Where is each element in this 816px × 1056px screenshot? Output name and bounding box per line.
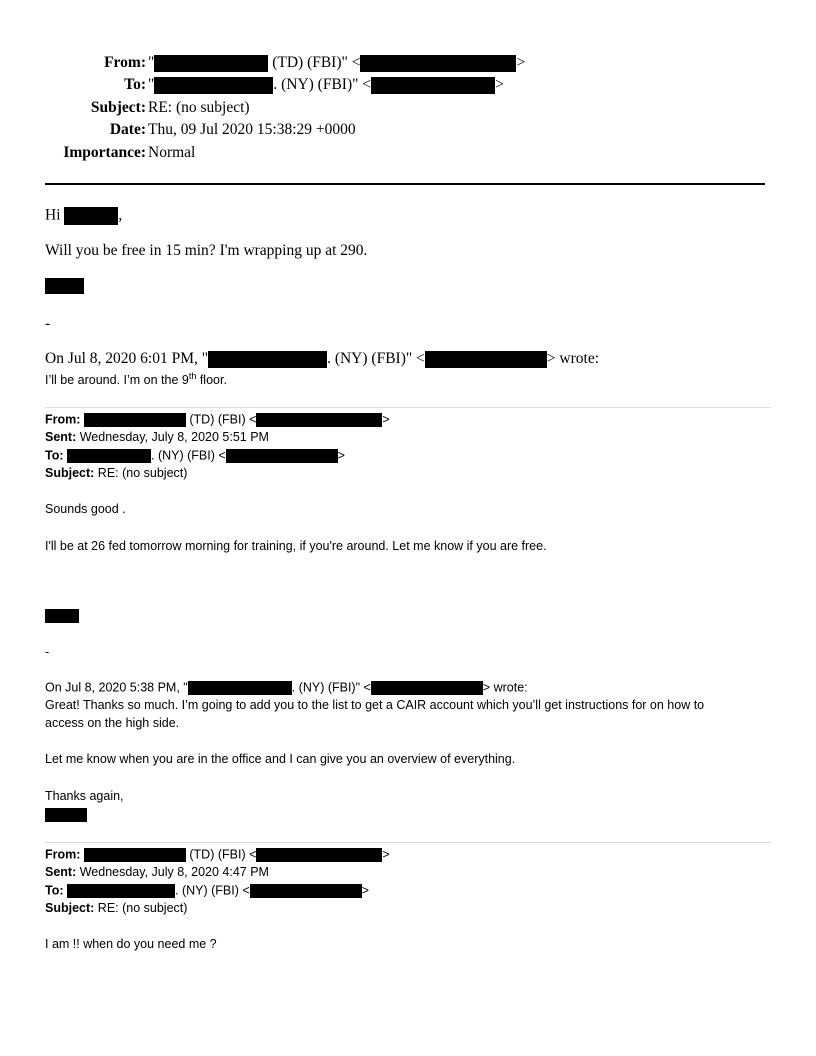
redaction-block bbox=[84, 848, 186, 862]
redaction-block bbox=[371, 77, 495, 94]
to-label: To: bbox=[124, 76, 146, 93]
message-line: Thanks again, bbox=[45, 789, 124, 803]
quoted-from: From: (TD) (FBI) < > bbox=[45, 412, 390, 427]
redaction-block bbox=[256, 848, 382, 862]
redaction-block bbox=[250, 884, 362, 898]
header-divider bbox=[45, 183, 765, 185]
quoted-to: To: . (NY) (FBI) < > bbox=[45, 448, 345, 463]
redaction-block bbox=[64, 207, 118, 225]
quote-intro: On Jul 8, 2020 5:38 PM, " . (NY) (FBI)" < > wrote: bbox=[45, 680, 528, 695]
quoted-sent: Sent: Wednesday, July 8, 2020 5:51 PM bbox=[45, 430, 269, 444]
separator-dash: - bbox=[45, 645, 50, 659]
redaction-block bbox=[208, 351, 327, 368]
message-line: Great! Thanks so much. I’m going to add you to the list to get a CAIR account which you’ll get instructions for on how to bbox=[45, 698, 705, 712]
redacted-signature bbox=[45, 609, 79, 623]
redaction-block bbox=[360, 55, 516, 72]
from-label: From: bbox=[104, 54, 146, 71]
redaction-block bbox=[67, 449, 151, 463]
redaction-block bbox=[226, 449, 338, 463]
quote-divider bbox=[45, 407, 771, 408]
redacted-signature bbox=[45, 808, 87, 822]
quoted-subject: Subject: RE: (no subject) bbox=[45, 466, 188, 480]
message-body: Will you be free in 15 min? I'm wrapping up at 290. bbox=[45, 242, 368, 259]
quoted-subject: Subject: RE: (no subject) bbox=[45, 901, 188, 915]
redaction-block bbox=[425, 351, 547, 368]
redaction-block bbox=[188, 681, 292, 695]
from-value: " (TD) (FBI)" < > bbox=[148, 54, 526, 72]
quoted-to: To: . (NY) (FBI) < > bbox=[45, 883, 369, 898]
date-label: Date: bbox=[109, 121, 146, 138]
greeting: Hi , bbox=[45, 206, 123, 224]
date-value: Thu, 09 Jul 2020 15:38:29 +0000 bbox=[148, 121, 356, 138]
message-line: I'll be at 26 fed tomorrow morning for training, if you're around. Let me know if you are free. bbox=[45, 539, 547, 553]
redaction-block bbox=[371, 681, 483, 695]
subject-value: RE: (no subject) bbox=[148, 99, 250, 116]
quoted-from: From: (TD) (FBI) < > bbox=[45, 847, 390, 862]
separator-dash: - bbox=[45, 315, 51, 332]
subject-label: Subject: bbox=[90, 99, 146, 116]
message-line: Let me know when you are in the office and I can give you an overview of everything. bbox=[45, 752, 516, 766]
redaction-block bbox=[67, 884, 175, 898]
redaction-block bbox=[84, 413, 186, 427]
message-line: Sounds good . bbox=[45, 502, 126, 516]
redaction-block bbox=[154, 77, 273, 94]
to-value: " . (NY) (FBI)" < > bbox=[148, 76, 504, 94]
redacted-signature bbox=[45, 278, 84, 294]
quoted-sent: Sent: Wednesday, July 8, 2020 4:47 PM bbox=[45, 865, 269, 879]
redaction-block bbox=[154, 55, 268, 72]
message-line: access on the high side. bbox=[45, 716, 180, 730]
quoted-reply: I’ll be around. I’m on the 9th floor. bbox=[45, 371, 227, 388]
message-line: I am !! when do you need me ? bbox=[45, 937, 217, 951]
importance-label: Importance: bbox=[63, 144, 146, 161]
quote-intro: On Jul 8, 2020 6:01 PM, " . (NY) (FBI)" < > wrote: bbox=[45, 350, 600, 368]
quote-divider bbox=[45, 842, 771, 843]
redaction-block bbox=[256, 413, 382, 427]
importance-value: Normal bbox=[148, 144, 196, 161]
